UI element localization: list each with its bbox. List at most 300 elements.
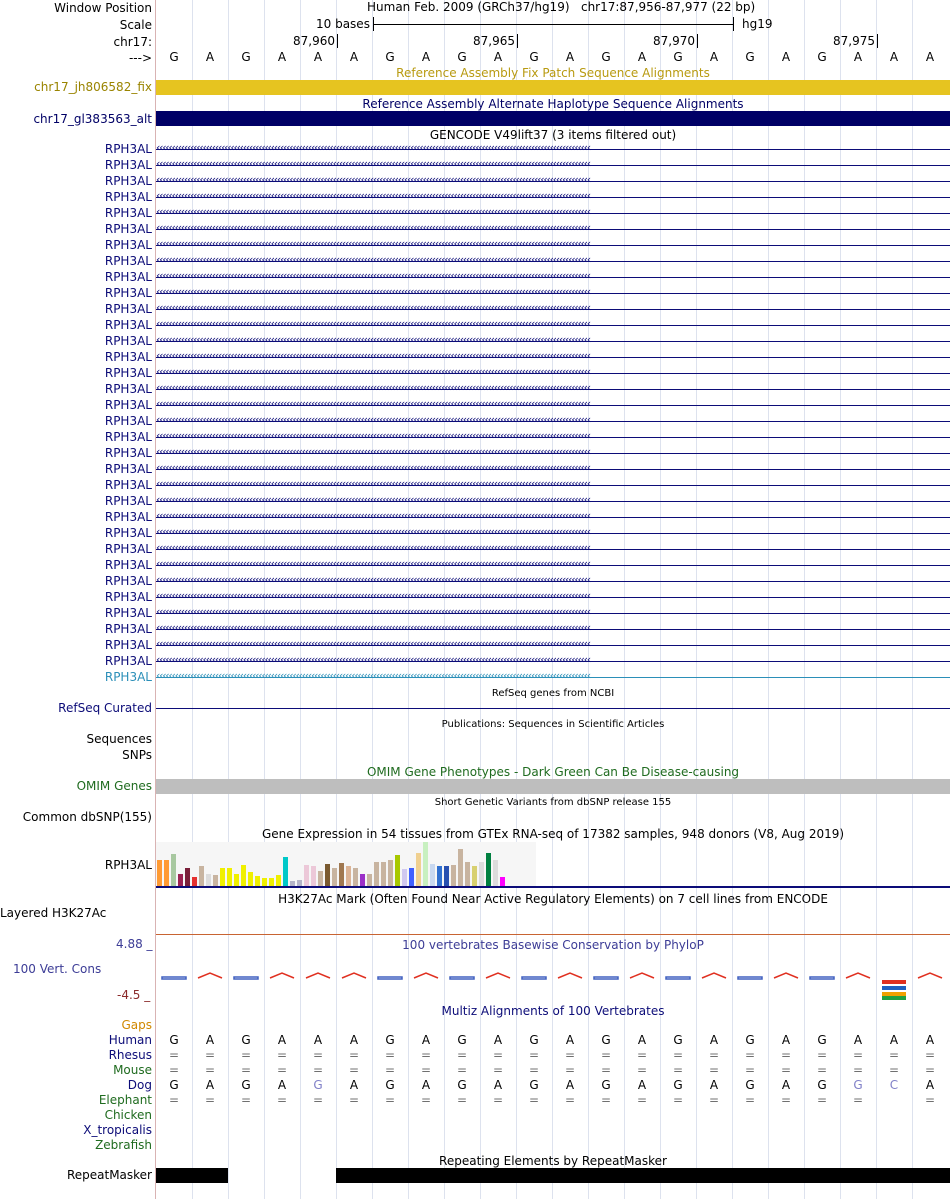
phylop-base-glyph <box>486 973 510 978</box>
gtex-bar[interactable] <box>374 862 379 886</box>
gene-strand-chevrons: ‹‹‹‹‹‹‹‹‹‹‹‹‹‹‹‹‹‹‹‹‹‹‹‹‹‹‹‹‹‹‹‹‹‹‹‹‹‹‹‹‹‹‹‹‹‹‹‹‹‹‹‹‹‹‹‹‹‹‹‹‹‹‹‹‹‹‹‹‹‹‹‹‹‹‹‹‹‹‹‹‹‹‹‹‹‹‹‹‹‹‹‹‹‹‹‹‹‹‹‹‹‹‹‹‹‹‹‹‹‹‹‹‹‹‹‹‹‹‹‹‹‹‹‹‹‹‹‹‹‹‹‹‹‹‹‹‹‹‹‹ <box>156 301 590 314</box>
multiz-base: = <box>528 1093 540 1107</box>
gtex-baseline <box>156 886 950 888</box>
multiz-base: = <box>348 1063 360 1077</box>
multiz-base: = <box>564 1048 576 1062</box>
multiz-base: = <box>744 1093 756 1107</box>
multiz-base: = <box>708 1048 720 1062</box>
multiz-base: A <box>313 1033 323 1047</box>
gtex-bar[interactable] <box>311 866 316 886</box>
gtex-bar[interactable] <box>451 865 456 886</box>
multiz-base: A <box>637 1078 647 1092</box>
gene-label[interactable]: RPH3AL <box>104 398 152 412</box>
gene-strand-chevrons: ‹‹‹‹‹‹‹‹‹‹‹‹‹‹‹‹‹‹‹‹‹‹‹‹‹‹‹‹‹‹‹‹‹‹‹‹‹‹‹‹‹‹‹‹‹‹‹‹‹‹‹‹‹‹‹‹‹‹‹‹‹‹‹‹‹‹‹‹‹‹‹‹‹‹‹‹‹‹‹‹‹‹‹‹‹‹‹‹‹‹‹‹‹‹‹‹‹‹‹‹‹‹‹‹‹‹‹‹‹‹‹‹‹‹‹‹‹‹‹‹‹‹‹‹‹‹‹‹‹‹‹‹‹‹‹‹‹‹‹‹ <box>156 509 590 522</box>
omim-label[interactable]: OMIM Genes <box>76 779 152 793</box>
gene-label[interactable]: RPH3AL <box>104 382 152 396</box>
gene-strand-chevrons: ‹‹‹‹‹‹‹‹‹‹‹‹‹‹‹‹‹‹‹‹‹‹‹‹‹‹‹‹‹‹‹‹‹‹‹‹‹‹‹‹‹‹‹‹‹‹‹‹‹‹‹‹‹‹‹‹‹‹‹‹‹‹‹‹‹‹‹‹‹‹‹‹‹‹‹‹‹‹‹‹‹‹‹‹‹‹‹‹‹‹‹‹‹‹‹‹‹‹‹‹‹‹‹‹‹‹‹‹‹‹‹‹‹‹‹‹‹‹‹‹‹‹‹‹‹‹‹‹‹‹‹‹‹‹‹‹‹‹‹‹ <box>156 669 590 682</box>
multiz-base: = <box>708 1093 720 1107</box>
multiz-base: = <box>312 1093 324 1107</box>
multiz-base: G <box>817 1078 827 1092</box>
multiz-species-label[interactable]: Mouse <box>113 1063 152 1077</box>
gtex-bar[interactable] <box>304 865 309 886</box>
gene-label[interactable]: RPH3AL <box>104 638 152 652</box>
gtex-bar[interactable] <box>423 842 428 886</box>
multiz-base: = <box>564 1093 576 1107</box>
sequence-base: G <box>745 50 755 64</box>
repeatmasker-label[interactable]: RepeatMasker <box>66 1168 152 1182</box>
gene-strand-chevrons: ‹‹‹‹‹‹‹‹‹‹‹‹‹‹‹‹‹‹‹‹‹‹‹‹‹‹‹‹‹‹‹‹‹‹‹‹‹‹‹‹‹‹‹‹‹‹‹‹‹‹‹‹‹‹‹‹‹‹‹‹‹‹‹‹‹‹‹‹‹‹‹‹‹‹‹‹‹‹‹‹‹‹‹‹‹‹‹‹‹‹‹‹‹‹‹‹‹‹‹‹‹‹‹‹‹‹‹‹‹‹‹‹‹‹‹‹‹‹‹‹‹‹‹‹‹‹‹‹‹‹‹‹‹‹‹‹‹‹‹‹ <box>156 525 590 538</box>
strand-label: ---> <box>128 51 152 65</box>
gene-strand-chevrons: ‹‹‹‹‹‹‹‹‹‹‹‹‹‹‹‹‹‹‹‹‹‹‹‹‹‹‹‹‹‹‹‹‹‹‹‹‹‹‹‹‹‹‹‹‹‹‹‹‹‹‹‹‹‹‹‹‹‹‹‹‹‹‹‹‹‹‹‹‹‹‹‹‹‹‹‹‹‹‹‹‹‹‹‹‹‹‹‹‹‹‹‹‹‹‹‹‹‹‹‹‹‹‹‹‹‹‹‹‹‹‹‹‹‹‹‹‹‹‹‹‹‹‹‹‹‹‹‹‹‹‹‹‹‹‹‹‹‹‹‹ <box>156 365 590 378</box>
gene-label[interactable]: RPH3AL <box>104 510 152 524</box>
sequence-base: A <box>277 50 287 64</box>
multiz-base: A <box>565 1033 575 1047</box>
gene-strand-chevrons: ‹‹‹‹‹‹‹‹‹‹‹‹‹‹‹‹‹‹‹‹‹‹‹‹‹‹‹‹‹‹‹‹‹‹‹‹‹‹‹‹‹‹‹‹‹‹‹‹‹‹‹‹‹‹‹‹‹‹‹‹‹‹‹‹‹‹‹‹‹‹‹‹‹‹‹‹‹‹‹‹‹‹‹‹‹‹‹‹‹‹‹‹‹‹‹‹‹‹‹‹‹‹‹‹‹‹‹‹‹‹‹‹‹‹‹‹‹‹‹‹‹‹‹‹‹‹‹‹‹‹‹‹‹‹‹‹‹‹‹‹ <box>156 605 590 618</box>
scale-text: 10 bases <box>316 17 370 31</box>
gene-strand-chevrons: ‹‹‹‹‹‹‹‹‹‹‹‹‹‹‹‹‹‹‹‹‹‹‹‹‹‹‹‹‹‹‹‹‹‹‹‹‹‹‹‹‹‹‹‹‹‹‹‹‹‹‹‹‹‹‹‹‹‹‹‹‹‹‹‹‹‹‹‹‹‹‹‹‹‹‹‹‹‹‹‹‹‹‹‹‹‹‹‹‹‹‹‹‹‹‹‹‹‹‹‹‹‹‹‹‹‹‹‹‹‹‹‹‹‹‹‹‹‹‹‹‹‹‹‹‹‹‹‹‹‹‹‹‹‹‹‹‹‹‹‹ <box>156 461 590 474</box>
gtex-bar[interactable] <box>381 862 386 886</box>
ruler-tick-mark <box>337 34 338 48</box>
ruler-tick-mark <box>517 34 518 48</box>
phylop-base-glyph <box>270 973 294 978</box>
repeat-element-2[interactable] <box>336 1168 950 1183</box>
gene-label[interactable]: RPH3AL <box>104 302 152 316</box>
assembly-name: Human Feb. 2009 (GRCh37/hg19) <box>367 0 570 14</box>
ruler-tick-label: 87,960 <box>293 34 335 48</box>
phylop-base-glyph <box>450 977 474 979</box>
sequence-base: G <box>601 50 611 64</box>
gene-strand-chevrons: ‹‹‹‹‹‹‹‹‹‹‹‹‹‹‹‹‹‹‹‹‹‹‹‹‹‹‹‹‹‹‹‹‹‹‹‹‹‹‹‹‹‹‹‹‹‹‹‹‹‹‹‹‹‹‹‹‹‹‹‹‹‹‹‹‹‹‹‹‹‹‹‹‹‹‹‹‹‹‹‹‹‹‹‹‹‹‹‹‹‹‹‹‹‹‹‹‹‹‹‹‹‹‹‹‹‹‹‹‹‹‹‹‹‹‹‹‹‹‹‹‹‹‹‹‹‹‹‹‹‹‹‹‹‹‹‹‹‹‹‹ <box>156 397 590 410</box>
gene-strand-chevrons: ‹‹‹‹‹‹‹‹‹‹‹‹‹‹‹‹‹‹‹‹‹‹‹‹‹‹‹‹‹‹‹‹‹‹‹‹‹‹‹‹‹‹‹‹‹‹‹‹‹‹‹‹‹‹‹‹‹‹‹‹‹‹‹‹‹‹‹‹‹‹‹‹‹‹‹‹‹‹‹‹‹‹‹‹‹‹‹‹‹‹‹‹‹‹‹‹‹‹‹‹‹‹‹‹‹‹‹‹‹‹‹‹‹‹‹‹‹‹‹‹‹‹‹‹‹‹‹‹‹‹‹‹‹‹‹‹‹‹‹‹ <box>156 349 590 362</box>
scale-bar <box>373 24 733 25</box>
gene-strand-chevrons: ‹‹‹‹‹‹‹‹‹‹‹‹‹‹‹‹‹‹‹‹‹‹‹‹‹‹‹‹‹‹‹‹‹‹‹‹‹‹‹‹‹‹‹‹‹‹‹‹‹‹‹‹‹‹‹‹‹‹‹‹‹‹‹‹‹‹‹‹‹‹‹‹‹‹‹‹‹‹‹‹‹‹‹‹‹‹‹‹‹‹‹‹‹‹‹‹‹‹‹‹‹‹‹‹‹‹‹‹‹‹‹‹‹‹‹‹‹‹‹‹‹‹‹‹‹‹‹‹‹‹‹‹‹‹‹‹‹‹‹‹ <box>156 413 590 426</box>
ruler-tick-mark <box>877 34 878 48</box>
multiz-base: A <box>925 1033 935 1047</box>
gtex-bar[interactable] <box>157 860 162 886</box>
multiz-base: G <box>745 1078 755 1092</box>
gene-label[interactable]: RPH3AL <box>104 222 152 236</box>
gene-label[interactable]: RPH3AL <box>104 478 152 492</box>
multiz-base: = <box>636 1063 648 1077</box>
phylop-base-glyph <box>378 977 402 979</box>
gtex-bar[interactable] <box>500 877 505 886</box>
phylop-logo-band <box>882 980 906 984</box>
multiz-base: G <box>169 1078 179 1092</box>
gene-label[interactable]: RPH3AL <box>104 430 152 444</box>
sequence-base: A <box>565 50 575 64</box>
multiz-base: G <box>241 1033 251 1047</box>
gtex-bar[interactable] <box>213 875 218 886</box>
gtex-bar[interactable] <box>234 874 239 886</box>
sequence-base: G <box>241 50 251 64</box>
multiz-base: = <box>240 1048 252 1062</box>
multiz-base: = <box>528 1063 540 1077</box>
gene-label[interactable]: RPH3AL <box>104 446 152 460</box>
multiz-base: = <box>312 1063 324 1077</box>
multiz-base: = <box>744 1048 756 1062</box>
gene-label[interactable]: RPH3AL <box>104 654 152 668</box>
multiz-base: A <box>781 1033 791 1047</box>
multiz-base: = <box>600 1063 612 1077</box>
gene-label[interactable]: RPH3AL <box>104 190 152 204</box>
multiz-species-label[interactable]: Dog <box>127 1078 152 1092</box>
gene-label[interactable]: RPH3AL <box>104 670 152 684</box>
phylop-base-glyph <box>702 973 726 978</box>
gene-strand-chevrons: ‹‹‹‹‹‹‹‹‹‹‹‹‹‹‹‹‹‹‹‹‹‹‹‹‹‹‹‹‹‹‹‹‹‹‹‹‹‹‹‹‹‹‹‹‹‹‹‹‹‹‹‹‹‹‹‹‹‹‹‹‹‹‹‹‹‹‹‹‹‹‹‹‹‹‹‹‹‹‹‹‹‹‹‹‹‹‹‹‹‹‹‹‹‹‹‹‹‹‹‹‹‹‹‹‹‹‹‹‹‹‹‹‹‹‹‹‹‹‹‹‹‹‹‹‹‹‹‹‹‹‹‹‹‹‹‹‹‹‹‹ <box>156 381 590 394</box>
multiz-base: = <box>888 1048 900 1062</box>
multiz-base: = <box>168 1048 180 1062</box>
refseq-label[interactable]: RefSeq Curated <box>58 701 152 715</box>
phylop-max: 4.88 _ <box>116 937 153 951</box>
phylop-base-glyph <box>306 973 330 978</box>
multiz-base: A <box>565 1078 575 1092</box>
ruler-tick-label: 87,965 <box>473 34 515 48</box>
position-text: chr17:87,956-87,977 (22 bp) <box>580 0 756 14</box>
multiz-base: A <box>493 1078 503 1092</box>
sequence-base: A <box>493 50 503 64</box>
gtex-bar[interactable] <box>227 868 232 886</box>
multiz-base: = <box>780 1093 792 1107</box>
sequence-base: A <box>709 50 719 64</box>
multiz-base: = <box>528 1048 540 1062</box>
gene-label[interactable]: RPH3AL <box>104 238 152 252</box>
gtex-bar[interactable] <box>395 855 400 886</box>
phylop-logo-glyph <box>882 980 906 1000</box>
fix-patch-title[interactable]: Reference Assembly Fix Patch Sequence Alignments <box>396 66 710 80</box>
gtex-bar[interactable] <box>353 868 358 886</box>
multiz-base: = <box>276 1063 288 1077</box>
multiz-base: = <box>672 1093 684 1107</box>
gene-strand-chevrons: ‹‹‹‹‹‹‹‹‹‹‹‹‹‹‹‹‹‹‹‹‹‹‹‹‹‹‹‹‹‹‹‹‹‹‹‹‹‹‹‹‹‹‹‹‹‹‹‹‹‹‹‹‹‹‹‹‹‹‹‹‹‹‹‹‹‹‹‹‹‹‹‹‹‹‹‹‹‹‹‹‹‹‹‹‹‹‹‹‹‹‹‹‹‹‹‹‹‹‹‹‹‹‹‹‹‹‹‹‹‹‹‹‹‹‹‹‹‹‹‹‹‹‹‹‹‹‹‹‹‹‹‹‹‹‹‹‹‹‹‹ <box>156 477 590 490</box>
scale-bar-right-tick <box>733 17 734 31</box>
multiz-base: G <box>457 1033 467 1047</box>
ruler-tick-label: 87,970 <box>653 34 695 48</box>
gtex-bar[interactable] <box>486 853 491 886</box>
omim-title[interactable]: OMIM Gene Phenotypes - Dark Green Can Be Disease-causing <box>366 765 740 779</box>
multiz-base: A <box>493 1033 503 1047</box>
gtex-bar[interactable] <box>402 869 407 886</box>
phylop-label[interactable]: 100 Vert. Cons <box>13 962 102 976</box>
gene-label[interactable]: RPH3AL <box>104 462 152 476</box>
gtex-bar[interactable] <box>171 854 176 886</box>
gtex-bar[interactable] <box>248 872 253 886</box>
gene-label[interactable]: RPH3AL <box>104 254 152 268</box>
gtex-bar[interactable] <box>325 864 330 886</box>
phylop-base-glyph <box>162 977 186 979</box>
multiz-base: = <box>816 1063 828 1077</box>
multiz-base: A <box>205 1033 215 1047</box>
gtex-bar[interactable] <box>269 878 274 886</box>
gtex-bar[interactable] <box>458 849 463 886</box>
gene-strand-chevrons: ‹‹‹‹‹‹‹‹‹‹‹‹‹‹‹‹‹‹‹‹‹‹‹‹‹‹‹‹‹‹‹‹‹‹‹‹‹‹‹‹‹‹‹‹‹‹‹‹‹‹‹‹‹‹‹‹‹‹‹‹‹‹‹‹‹‹‹‹‹‹‹‹‹‹‹‹‹‹‹‹‹‹‹‹‹‹‹‹‹‹‹‹‹‹‹‹‹‹‹‹‹‹‹‹‹‹‹‹‹‹‹‹‹‹‹‹‹‹‹‹‹‹‹‹‹‹‹‹‹‹‹‹‹‹‹‹‹‹‹‹ <box>156 621 590 634</box>
multiz-base: = <box>168 1063 180 1077</box>
repeatmasker-title[interactable]: Repeating Elements by RepeatMasker <box>439 1154 667 1168</box>
gene-label[interactable]: RPH3AL <box>104 574 152 588</box>
fix-patch-label[interactable]: chr17_jh806582_fix <box>34 80 152 94</box>
gene-strand-chevrons: ‹‹‹‹‹‹‹‹‹‹‹‹‹‹‹‹‹‹‹‹‹‹‹‹‹‹‹‹‹‹‹‹‹‹‹‹‹‹‹‹‹‹‹‹‹‹‹‹‹‹‹‹‹‹‹‹‹‹‹‹‹‹‹‹‹‹‹‹‹‹‹‹‹‹‹‹‹‹‹‹‹‹‹‹‹‹‹‹‹‹‹‹‹‹‹‹‹‹‹‹‹‹‹‹‹‹‹‹‹‹‹‹‹‹‹‹‹‹‹‹‹‹‹‹‹‹‹‹‹‹‹‹‹‹‹‹‹‹‹‹ <box>156 573 590 586</box>
gencode-title[interactable]: GENCODE V49lift37 (3 items filtered out) <box>429 128 677 142</box>
gtex-bar[interactable] <box>360 874 365 886</box>
multiz-base: G <box>385 1033 395 1047</box>
sequence-base: A <box>349 50 359 64</box>
gene-label[interactable]: RPH3AL <box>104 366 152 380</box>
gene-strand-chevrons: ‹‹‹‹‹‹‹‹‹‹‹‹‹‹‹‹‹‹‹‹‹‹‹‹‹‹‹‹‹‹‹‹‹‹‹‹‹‹‹‹‹‹‹‹‹‹‹‹‹‹‹‹‹‹‹‹‹‹‹‹‹‹‹‹‹‹‹‹‹‹‹‹‹‹‹‹‹‹‹‹‹‹‹‹‹‹‹‹‹‹‹‹‹‹‹‹‹‹‹‹‹‹‹‹‹‹‹‹‹‹‹‹‹‹‹‹‹‹‹‹‹‹‹‹‹‹‹‹‹‹‹‹‹‹‹‹‹‹‹‹ <box>156 173 590 186</box>
phylop-logo-band <box>882 996 906 1000</box>
repeat-element-1[interactable] <box>156 1168 228 1183</box>
multiz-base: A <box>205 1078 215 1092</box>
gene-label[interactable]: RPH3AL <box>104 622 152 636</box>
multiz-base: = <box>240 1063 252 1077</box>
gtex-bar[interactable] <box>416 853 421 886</box>
phylop-base-glyph <box>918 973 942 978</box>
multiz-base: = <box>852 1048 864 1062</box>
multiz-base: G <box>745 1033 755 1047</box>
gene-strand-chevrons: ‹‹‹‹‹‹‹‹‹‹‹‹‹‹‹‹‹‹‹‹‹‹‹‹‹‹‹‹‹‹‹‹‹‹‹‹‹‹‹‹‹‹‹‹‹‹‹‹‹‹‹‹‹‹‹‹‹‹‹‹‹‹‹‹‹‹‹‹‹‹‹‹‹‹‹‹‹‹‹‹‹‹‹‹‹‹‹‹‹‹‹‹‹‹‹‹‹‹‹‹‹‹‹‹‹‹‹‹‹‹‹‹‹‹‹‹‹‹‹‹‹‹‹‹‹‹‹‹‹‹‹‹‹‹‹‹‹‹‹‹ <box>156 429 590 442</box>
gene-label[interactable]: RPH3AL <box>104 270 152 284</box>
publications-sequences-label[interactable]: Sequences <box>86 732 152 746</box>
multiz-base: = <box>204 1063 216 1077</box>
multiz-base: A <box>277 1078 287 1092</box>
gene-strand-chevrons: ‹‹‹‹‹‹‹‹‹‹‹‹‹‹‹‹‹‹‹‹‹‹‹‹‹‹‹‹‹‹‹‹‹‹‹‹‹‹‹‹‹‹‹‹‹‹‹‹‹‹‹‹‹‹‹‹‹‹‹‹‹‹‹‹‹‹‹‹‹‹‹‹‹‹‹‹‹‹‹‹‹‹‹‹‹‹‹‹‹‹‹‹‹‹‹‹‹‹‹‹‹‹‹‹‹‹‹‹‹‹‹‹‹‹‹‹‹‹‹‹‹‹‹‹‹‹‹‹‹‹‹‹‹‹‹‹‹‹‹‹ <box>156 157 590 170</box>
phylop-base-glyph <box>342 973 366 978</box>
alt-haplotype-label[interactable]: chr17_gl383563_alt <box>33 112 152 126</box>
gtex-bar[interactable] <box>206 874 211 886</box>
omim-bar[interactable] <box>156 779 950 794</box>
multiz-species-label[interactable]: Rhesus <box>108 1048 152 1062</box>
gtex-bar[interactable] <box>367 874 372 886</box>
gene-label[interactable]: RPH3AL <box>104 158 152 172</box>
gene-strand-chevrons: ‹‹‹‹‹‹‹‹‹‹‹‹‹‹‹‹‹‹‹‹‹‹‹‹‹‹‹‹‹‹‹‹‹‹‹‹‹‹‹‹‹‹‹‹‹‹‹‹‹‹‹‹‹‹‹‹‹‹‹‹‹‹‹‹‹‹‹‹‹‹‹‹‹‹‹‹‹‹‹‹‹‹‹‹‹‹‹‹‹‹‹‹‹‹‹‹‹‹‹‹‹‹‹‹‹‹‹‹‹‹‹‹‹‹‹‹‹‹‹‹‹‹‹‹‹‹‹‹‹‹‹‹‹‹‹‹‹‹‹‹ <box>156 189 590 202</box>
gene-label[interactable]: RPH3AL <box>104 542 152 556</box>
gene-label[interactable]: RPH3AL <box>104 206 152 220</box>
assembly-title[interactable] <box>367 0 755 14</box>
gene-strand-chevrons: ‹‹‹‹‹‹‹‹‹‹‹‹‹‹‹‹‹‹‹‹‹‹‹‹‹‹‹‹‹‹‹‹‹‹‹‹‹‹‹‹‹‹‹‹‹‹‹‹‹‹‹‹‹‹‹‹‹‹‹‹‹‹‹‹‹‹‹‹‹‹‹‹‹‹‹‹‹‹‹‹‹‹‹‹‹‹‹‹‹‹‹‹‹‹‹‹‹‹‹‹‹‹‹‹‹‹‹‹‹‹‹‹‹‹‹‹‹‹‹‹‹‹‹‹‹‹‹‹‹‹‹‹‹‹‹‹‹‹‹‹ <box>156 541 590 554</box>
multiz-base: = <box>852 1093 864 1107</box>
multiz-base: = <box>348 1093 360 1107</box>
multiz-base: = <box>276 1048 288 1062</box>
multiz-base: G <box>385 1078 395 1092</box>
multiz-base: = <box>456 1048 468 1062</box>
multiz-base: = <box>420 1063 432 1077</box>
multiz-base: = <box>564 1063 576 1077</box>
dbsnp-title[interactable]: Short Genetic Variants from dbSNP release 155 <box>434 797 672 808</box>
scale-label: Scale <box>119 18 152 32</box>
multiz-base: = <box>204 1048 216 1062</box>
gtex-label[interactable]: RPH3AL <box>104 858 152 872</box>
multiz-base: G <box>241 1078 251 1092</box>
gtex-bar[interactable] <box>178 874 183 886</box>
multiz-base: G <box>601 1078 611 1092</box>
phylop-base-glyph <box>666 977 690 979</box>
gene-label[interactable]: RPH3AL <box>104 286 152 300</box>
sequence-base: A <box>637 50 647 64</box>
gtex-bar[interactable] <box>192 877 197 886</box>
gtex-bar[interactable] <box>465 862 470 886</box>
sequence-base: G <box>673 50 683 64</box>
multiz-base: = <box>708 1063 720 1077</box>
refseq-line[interactable] <box>156 708 950 709</box>
multiz-base: = <box>780 1063 792 1077</box>
gtex-bar[interactable] <box>346 866 351 886</box>
phylop-base-glyph <box>414 973 438 978</box>
phylop-min: -4.5 _ <box>117 988 151 1002</box>
sequence-base: A <box>205 50 215 64</box>
sequence-base: A <box>421 50 431 64</box>
gtex-bar[interactable] <box>339 863 344 886</box>
multiz-base: = <box>636 1093 648 1107</box>
phylop-base-glyph <box>558 973 582 978</box>
gene-label[interactable]: RPH3AL <box>104 142 152 156</box>
multiz-base: C <box>889 1078 899 1092</box>
gtex-bar[interactable] <box>276 875 281 886</box>
phylop-glyphs[interactable] <box>156 966 950 1006</box>
multiz-base: = <box>456 1063 468 1077</box>
h3k27ac-label[interactable]: Layered H3K27Ac <box>0 906 107 920</box>
multiz-base: = <box>852 1063 864 1077</box>
fix-patch-bar[interactable] <box>156 80 950 95</box>
phylop-logo-band <box>882 986 906 990</box>
gtex-bar[interactable] <box>241 865 246 886</box>
h3k27ac-line[interactable] <box>156 934 950 935</box>
multiz-base: = <box>168 1093 180 1107</box>
gene-label[interactable]: RPH3AL <box>104 558 152 572</box>
multiz-base: = <box>384 1063 396 1077</box>
dbsnp-label[interactable]: Common dbSNP(155) <box>22 810 152 824</box>
sequence-base: G <box>169 50 179 64</box>
multiz-species-label[interactable]: Chicken <box>104 1108 152 1122</box>
gtex-bar[interactable] <box>388 860 393 886</box>
multiz-base: G <box>673 1078 683 1092</box>
gene-label[interactable]: RPH3AL <box>104 414 152 428</box>
phylop-base-glyph <box>234 977 258 979</box>
gtex-bar[interactable] <box>199 866 204 886</box>
multiz-base: G <box>529 1033 539 1047</box>
multiz-base: A <box>889 1033 899 1047</box>
gene-strand-chevrons: ‹‹‹‹‹‹‹‹‹‹‹‹‹‹‹‹‹‹‹‹‹‹‹‹‹‹‹‹‹‹‹‹‹‹‹‹‹‹‹‹‹‹‹‹‹‹‹‹‹‹‹‹‹‹‹‹‹‹‹‹‹‹‹‹‹‹‹‹‹‹‹‹‹‹‹‹‹‹‹‹‹‹‹‹‹‹‹‹‹‹‹‹‹‹‹‹‹‹‹‹‹‹‹‹‹‹‹‹‹‹‹‹‹‹‹‹‹‹‹‹‹‹‹‹‹‹‹‹‹‹‹‹‹‹‹‹‹‹‹‹ <box>156 285 590 298</box>
gtex-title[interactable]: Gene Expression in 54 tissues from GTEx RNA-seq of 17382 samples, 948 donors (V8, Aug 2019) <box>261 827 845 841</box>
gene-strand-chevrons: ‹‹‹‹‹‹‹‹‹‹‹‹‹‹‹‹‹‹‹‹‹‹‹‹‹‹‹‹‹‹‹‹‹‹‹‹‹‹‹‹‹‹‹‹‹‹‹‹‹‹‹‹‹‹‹‹‹‹‹‹‹‹‹‹‹‹‹‹‹‹‹‹‹‹‹‹‹‹‹‹‹‹‹‹‹‹‹‹‹‹‹‹‹‹‹‹‹‹‹‹‹‹‹‹‹‹‹‹‹‹‹‹‹‹‹‹‹‹‹‹‹‹‹‹‹‹‹‹‹‹‹‹‹‹‹‹‹‹‹‹ <box>156 269 590 282</box>
ruler-tick-mark <box>697 34 698 48</box>
multiz-base: = <box>924 1093 936 1107</box>
multiz-base: = <box>348 1048 360 1062</box>
multiz-base: G <box>313 1078 323 1092</box>
sequence-base: A <box>925 50 935 64</box>
gtex-bar[interactable] <box>430 864 435 886</box>
multiz-base: = <box>384 1048 396 1062</box>
multiz-base: = <box>636 1048 648 1062</box>
gene-strand-chevrons: ‹‹‹‹‹‹‹‹‹‹‹‹‹‹‹‹‹‹‹‹‹‹‹‹‹‹‹‹‹‹‹‹‹‹‹‹‹‹‹‹‹‹‹‹‹‹‹‹‹‹‹‹‹‹‹‹‹‹‹‹‹‹‹‹‹‹‹‹‹‹‹‹‹‹‹‹‹‹‹‹‹‹‹‹‹‹‹‹‹‹‹‹‹‹‹‹‹‹‹‹‹‹‹‹‹‹‹‹‹‹‹‹‹‹‹‹‹‹‹‹‹‹‹‹‹‹‹‹‹‹‹‹‹‹‹‹‹‹‹‹ <box>156 333 590 346</box>
gtex-bar[interactable] <box>332 868 337 886</box>
multiz-base: = <box>204 1093 216 1107</box>
gene-strand-chevrons: ‹‹‹‹‹‹‹‹‹‹‹‹‹‹‹‹‹‹‹‹‹‹‹‹‹‹‹‹‹‹‹‹‹‹‹‹‹‹‹‹‹‹‹‹‹‹‹‹‹‹‹‹‹‹‹‹‹‹‹‹‹‹‹‹‹‹‹‹‹‹‹‹‹‹‹‹‹‹‹‹‹‹‹‹‹‹‹‹‹‹‹‹‹‹‹‹‹‹‹‹‹‹‹‹‹‹‹‹‹‹‹‹‹‹‹‹‹‹‹‹‹‹‹‹‹‹‹‹‹‹‹‹‹‹‹‹‹‹‹‹ <box>156 253 590 266</box>
multiz-base: = <box>276 1093 288 1107</box>
multiz-base: A <box>709 1078 719 1092</box>
multiz-species-label[interactable]: Elephant <box>98 1093 152 1107</box>
gtex-bar[interactable] <box>255 876 260 886</box>
gene-label[interactable]: RPH3AL <box>104 334 152 348</box>
gene-label[interactable]: RPH3AL <box>104 494 152 508</box>
gene-label[interactable]: RPH3AL <box>104 606 152 620</box>
gene-label[interactable]: RPH3AL <box>104 590 152 604</box>
gene-label[interactable]: RPH3AL <box>104 174 152 188</box>
refseq-title[interactable]: RefSeq genes from NCBI <box>491 688 615 699</box>
phylop-base-glyph <box>594 977 618 979</box>
gtex-bar[interactable] <box>479 862 484 886</box>
phylop-title[interactable]: 100 vertebrates Basewise Conservation by PhyloP <box>402 938 704 952</box>
gene-strand-chevrons: ‹‹‹‹‹‹‹‹‹‹‹‹‹‹‹‹‹‹‹‹‹‹‹‹‹‹‹‹‹‹‹‹‹‹‹‹‹‹‹‹‹‹‹‹‹‹‹‹‹‹‹‹‹‹‹‹‹‹‹‹‹‹‹‹‹‹‹‹‹‹‹‹‹‹‹‹‹‹‹‹‹‹‹‹‹‹‹‹‹‹‹‹‹‹‹‹‹‹‹‹‹‹‹‹‹‹‹‹‹‹‹‹‹‹‹‹‹‹‹‹‹‹‹‹‹‹‹‹‹‹‹‹‹‹‹‹‹‹‹‹ <box>156 445 590 458</box>
gtex-bar[interactable] <box>220 868 225 886</box>
multiz-gaps-label[interactable]: Gaps <box>121 1018 152 1032</box>
chrom-label: chr17: <box>113 35 152 49</box>
gene-label[interactable]: RPH3AL <box>104 526 152 540</box>
multiz-base: A <box>277 1033 287 1047</box>
phylop-base-glyph <box>810 977 834 979</box>
multiz-base: = <box>492 1093 504 1107</box>
sequence-base: A <box>781 50 791 64</box>
gene-strand-chevrons: ‹‹‹‹‹‹‹‹‹‹‹‹‹‹‹‹‹‹‹‹‹‹‹‹‹‹‹‹‹‹‹‹‹‹‹‹‹‹‹‹‹‹‹‹‹‹‹‹‹‹‹‹‹‹‹‹‹‹‹‹‹‹‹‹‹‹‹‹‹‹‹‹‹‹‹‹‹‹‹‹‹‹‹‹‹‹‹‹‹‹‹‹‹‹‹‹‹‹‹‹‹‹‹‹‹‹‹‹‹‹‹‹‹‹‹‹‹‹‹‹‹‹‹‹‹‹‹‹‹‹‹‹‹‹‹‹‹‹‹‹ <box>156 205 590 218</box>
gene-label[interactable]: RPH3AL <box>104 350 152 364</box>
gtex-bar[interactable] <box>318 871 323 886</box>
ruler-tick-label: 87,975 <box>833 34 875 48</box>
gene-strand-chevrons: ‹‹‹‹‹‹‹‹‹‹‹‹‹‹‹‹‹‹‹‹‹‹‹‹‹‹‹‹‹‹‹‹‹‹‹‹‹‹‹‹‹‹‹‹‹‹‹‹‹‹‹‹‹‹‹‹‹‹‹‹‹‹‹‹‹‹‹‹‹‹‹‹‹‹‹‹‹‹‹‹‹‹‹‹‹‹‹‹‹‹‹‹‹‹‹‹‹‹‹‹‹‹‹‹‹‹‹‹‹‹‹‹‹‹‹‹‹‹‹‹‹‹‹‹‹‹‹‹‹‹‹‹‹‹‹‹‹‹‹‹ <box>156 237 590 250</box>
gtex-bar[interactable] <box>437 866 442 886</box>
multiz-base: = <box>492 1063 504 1077</box>
h3k27ac-title[interactable]: H3K27Ac Mark (Often Found Near Active Regulatory Elements) on 7 cell lines from ENCODE <box>278 892 828 906</box>
multiz-base: A <box>349 1033 359 1047</box>
multiz-species-label[interactable]: X_tropicalis <box>83 1123 152 1137</box>
gtex-bar[interactable] <box>472 866 477 886</box>
multiz-base: G <box>601 1033 611 1047</box>
gene-strand-chevrons: ‹‹‹‹‹‹‹‹‹‹‹‹‹‹‹‹‹‹‹‹‹‹‹‹‹‹‹‹‹‹‹‹‹‹‹‹‹‹‹‹‹‹‹‹‹‹‹‹‹‹‹‹‹‹‹‹‹‹‹‹‹‹‹‹‹‹‹‹‹‹‹‹‹‹‹‹‹‹‹‹‹‹‹‹‹‹‹‹‹‹‹‹‹‹‹‹‹‹‹‹‹‹‹‹‹‹‹‹‹‹‹‹‹‹‹‹‹‹‹‹‹‹‹‹‹‹‹‹‹‹‹‹‹‹‹‹‹‹‹‹ <box>156 141 590 154</box>
sequence-base: A <box>853 50 863 64</box>
sequence-base: A <box>313 50 323 64</box>
publications-snps-label[interactable]: SNPs <box>122 748 152 762</box>
phylop-base-glyph <box>630 973 654 978</box>
multiz-species-label[interactable]: Human <box>108 1033 152 1047</box>
multiz-base: = <box>888 1063 900 1077</box>
multiz-base: = <box>816 1048 828 1062</box>
multiz-species-label[interactable]: Zebrafish <box>95 1138 152 1152</box>
gtex-bar[interactable] <box>164 860 169 886</box>
multiz-title[interactable]: Multiz Alignments of 100 Vertebrates <box>441 1004 665 1018</box>
gtex-bar[interactable] <box>409 868 414 886</box>
sequence-base: A <box>889 50 899 64</box>
gene-strand-chevrons: ‹‹‹‹‹‹‹‹‹‹‹‹‹‹‹‹‹‹‹‹‹‹‹‹‹‹‹‹‹‹‹‹‹‹‹‹‹‹‹‹‹‹‹‹‹‹‹‹‹‹‹‹‹‹‹‹‹‹‹‹‹‹‹‹‹‹‹‹‹‹‹‹‹‹‹‹‹‹‹‹‹‹‹‹‹‹‹‹‹‹‹‹‹‹‹‹‹‹‹‹‹‹‹‹‹‹‹‹‹‹‹‹‹‹‹‹‹‹‹‹‹‹‹‹‹‹‹‹‹‹‹‹‹‹‹‹‹‹‹‹ <box>156 493 590 506</box>
gene-label[interactable]: RPH3AL <box>104 318 152 332</box>
gtex-bar[interactable] <box>444 866 449 886</box>
multiz-base: = <box>600 1048 612 1062</box>
multiz-base: = <box>384 1093 396 1107</box>
gtex-bar[interactable] <box>262 878 267 886</box>
publications-title[interactable]: Publications: Sequences in Scientific Articles <box>441 719 665 730</box>
multiz-base: G <box>457 1078 467 1092</box>
multiz-base: G <box>169 1033 179 1047</box>
gtex-bar[interactable] <box>185 868 190 886</box>
gtex-bar[interactable] <box>283 857 288 886</box>
gene-strand-chevrons: ‹‹‹‹‹‹‹‹‹‹‹‹‹‹‹‹‹‹‹‹‹‹‹‹‹‹‹‹‹‹‹‹‹‹‹‹‹‹‹‹‹‹‹‹‹‹‹‹‹‹‹‹‹‹‹‹‹‹‹‹‹‹‹‹‹‹‹‹‹‹‹‹‹‹‹‹‹‹‹‹‹‹‹‹‹‹‹‹‹‹‹‹‹‹‹‹‹‹‹‹‹‹‹‹‹‹‹‹‹‹‹‹‹‹‹‹‹‹‹‹‹‹‹‹‹‹‹‹‹‹‹‹‹‹‹‹‹‹‹‹ <box>156 557 590 570</box>
phylop-base-glyph <box>846 973 870 978</box>
phylop-logo-band <box>882 992 906 996</box>
gene-strand-chevrons: ‹‹‹‹‹‹‹‹‹‹‹‹‹‹‹‹‹‹‹‹‹‹‹‹‹‹‹‹‹‹‹‹‹‹‹‹‹‹‹‹‹‹‹‹‹‹‹‹‹‹‹‹‹‹‹‹‹‹‹‹‹‹‹‹‹‹‹‹‹‹‹‹‹‹‹‹‹‹‹‹‹‹‹‹‹‹‹‹‹‹‹‹‹‹‹‹‹‹‹‹‹‹‹‹‹‹‹‹‹‹‹‹‹‹‹‹‹‹‹‹‹‹‹‹‹‹‹‹‹‹‹‹‹‹‹‹‹‹‹‹ <box>156 637 590 650</box>
alt-haplotype-bar[interactable] <box>156 111 950 126</box>
gtex-bar[interactable] <box>493 860 498 886</box>
multiz-base: A <box>781 1078 791 1092</box>
gene-strand-chevrons: ‹‹‹‹‹‹‹‹‹‹‹‹‹‹‹‹‹‹‹‹‹‹‹‹‹‹‹‹‹‹‹‹‹‹‹‹‹‹‹‹‹‹‹‹‹‹‹‹‹‹‹‹‹‹‹‹‹‹‹‹‹‹‹‹‹‹‹‹‹‹‹‹‹‹‹‹‹‹‹‹‹‹‹‹‹‹‹‹‹‹‹‹‹‹‹‹‹‹‹‹‹‹‹‹‹‹‹‹‹‹‹‹‹‹‹‹‹‹‹‹‹‹‹‹‹‹‹‹‹‹‹‹‹‹‹‹‹‹‹‹ <box>156 221 590 234</box>
multiz-base: = <box>312 1048 324 1062</box>
alt-haplotype-title[interactable]: Reference Assembly Alternate Haplotype Sequence Alignments <box>362 97 744 111</box>
db-label: hg19 <box>742 17 773 31</box>
multiz-base: = <box>924 1063 936 1077</box>
